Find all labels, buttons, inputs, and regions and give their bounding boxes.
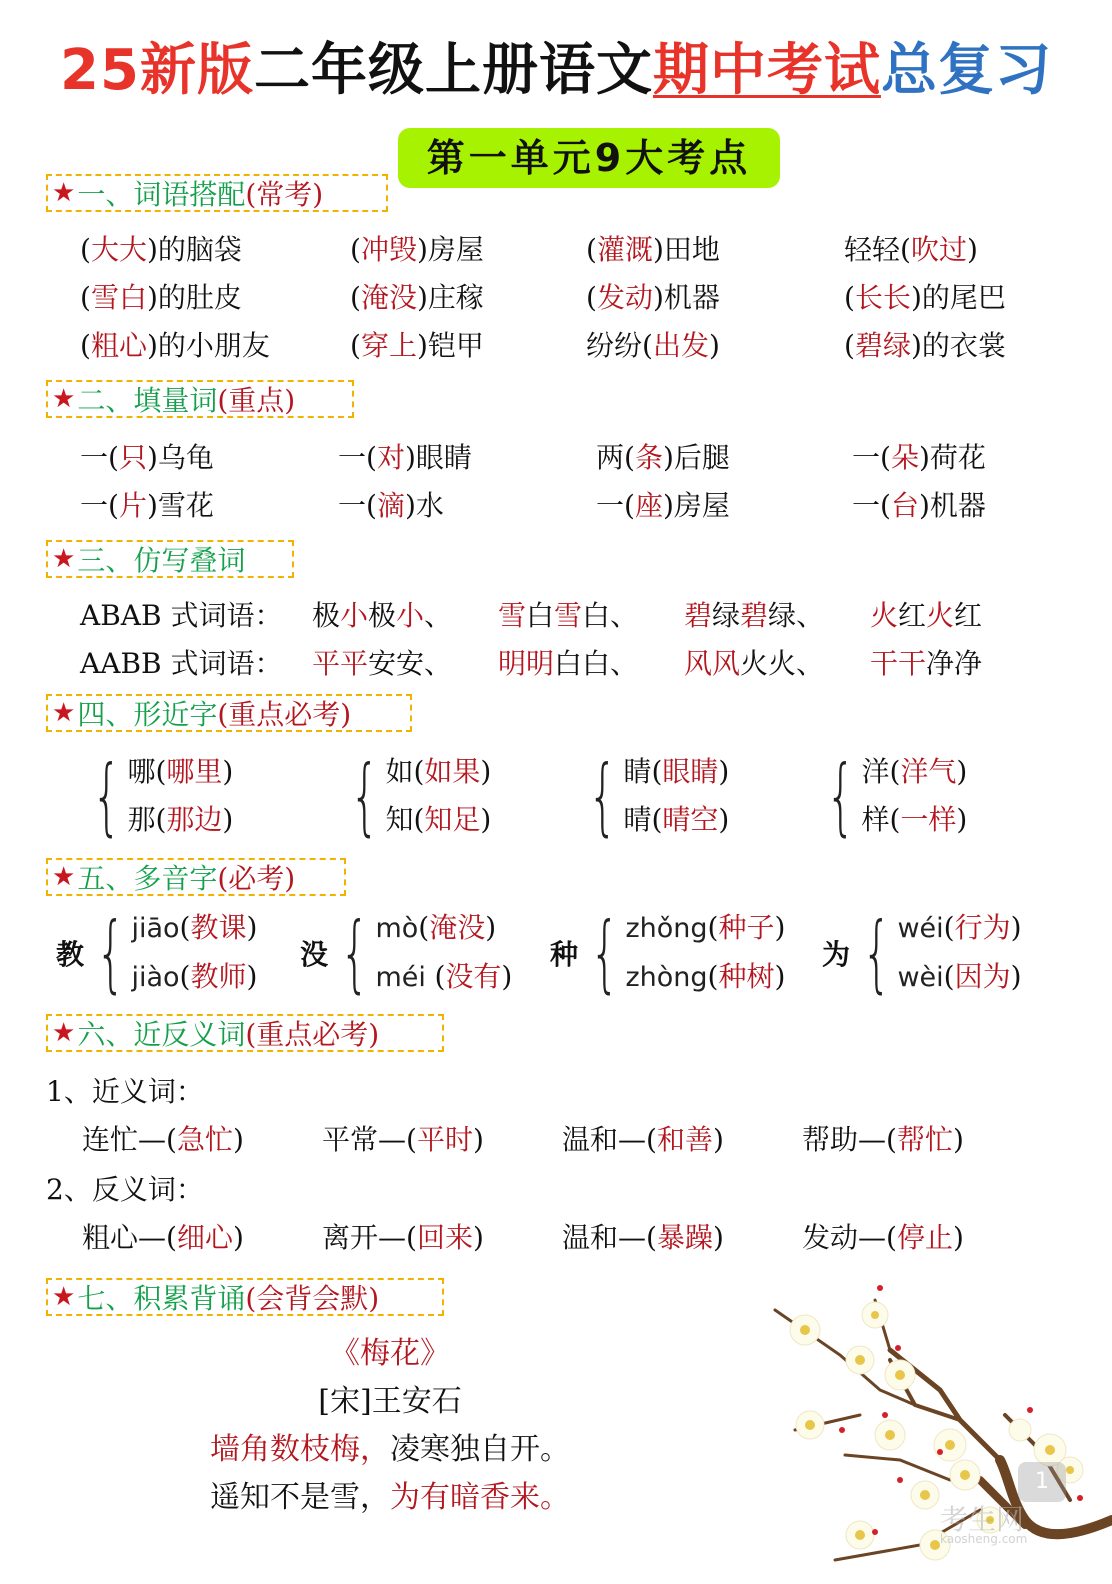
section-label: 四、形近字: [77, 698, 218, 731]
table-row: [80, 322, 1006, 370]
synonym-pair: 帮助—(帮忙): [802, 1123, 964, 1156]
measure-word-item: 一(滴)水: [338, 489, 444, 522]
polyphone-group: 种 { zhǒng(种子) zhòng(种树): [550, 904, 786, 1002]
synonym-pair: 连忙—(急忙): [82, 1123, 244, 1156]
collocation-item: (雪白)的肚皮: [80, 281, 242, 314]
collocation-item: (长长)的尾巴: [844, 281, 1006, 314]
word-item: 雪白雪白、: [498, 599, 639, 632]
antonym-pair: 发动—(停止): [802, 1221, 964, 1254]
abab-row: [80, 592, 982, 640]
antonym-pair: 离开—(回来): [322, 1221, 484, 1254]
section-tag: (重点必考): [217, 698, 352, 731]
measure-word-item: 一(只)乌龟: [80, 441, 214, 474]
poem-line-2: 遥知不是雪，为有暗香来。: [210, 1480, 570, 1515]
measure-word-item: 一(片)雪花: [80, 489, 214, 522]
brace-icon: {: [590, 904, 620, 1002]
star-icon: ★: [52, 1018, 76, 1048]
plum-blossom-illustration: [750, 1270, 1112, 1580]
brace-icon: {: [588, 747, 618, 845]
collocation-item: (发动)机器: [586, 281, 720, 314]
section-label: 二、填量词: [77, 384, 218, 417]
section-heading-4: [46, 694, 412, 732]
page-number-badge: 1: [1018, 1462, 1066, 1502]
antonym-pair: 粗心—(细心): [82, 1221, 244, 1254]
poem: [190, 1330, 590, 1522]
collocation-item: 纷纷(出发): [586, 329, 720, 362]
star-icon: ★: [52, 384, 76, 414]
table-row: [80, 226, 1006, 274]
antonyms-label: 2、反义词：: [46, 1173, 204, 1206]
similar-char-group: { 如(如果) 知(知足): [350, 747, 492, 845]
collocation-item: (冲毁)房屋: [350, 233, 484, 266]
title-grade: 二年级上册语文: [253, 38, 653, 103]
collocation-item: 轻轻(吹过): [844, 233, 978, 266]
polyphone-group: 没 { mò(淹没) méi (没有): [300, 904, 513, 1002]
synonyms-row: [82, 1116, 964, 1164]
word-item: 风风火火、: [684, 647, 825, 680]
star-icon: ★: [52, 178, 76, 208]
brace-icon: {: [340, 904, 370, 1002]
title-edition: 25新版: [60, 38, 254, 103]
section-tag: (重点): [217, 384, 296, 417]
reduplication-list: [80, 592, 982, 688]
collocation-table: [80, 226, 1006, 370]
word-item: 干干净净: [870, 647, 983, 680]
section-label: 三、仿写叠词: [77, 544, 246, 577]
word-item: 平平安安、: [312, 647, 453, 680]
title-review: 总复习: [880, 38, 1052, 103]
star-icon: ★: [52, 862, 76, 892]
row-prefix: AABB 式词语：: [80, 647, 283, 680]
star-icon: ★: [52, 1282, 76, 1312]
poem-title: 《梅花》: [330, 1336, 450, 1371]
similar-char-group: { 哪(哪里) 那(那边): [92, 747, 234, 845]
section-tag: (必考): [217, 862, 296, 895]
page-title: [0, 36, 1112, 106]
brace-icon: {: [350, 747, 380, 845]
title-exam: 期中考试: [652, 38, 881, 103]
measure-word-item: 两(条)后腿: [596, 441, 730, 474]
collocation-item: (穿上)铠甲: [350, 329, 484, 362]
section-heading-6: [46, 1014, 444, 1052]
plum-branch-icon: [750, 1270, 1112, 1580]
section-tag: (常考): [245, 178, 324, 211]
measure-word-item: 一(台)机器: [852, 489, 986, 522]
table-row: [80, 482, 986, 530]
poem-author: [宋]王安石: [318, 1384, 462, 1419]
synonym-pair: 温和—(和善): [562, 1123, 724, 1156]
unit-badge: 第一单元9大考点: [398, 128, 780, 188]
measure-word-item: 一(座)房屋: [596, 489, 730, 522]
word-item: 极小极小、: [312, 599, 453, 632]
aabb-row: [80, 640, 982, 688]
measure-word-table: [80, 434, 986, 530]
section-label: 五、多音字: [77, 862, 218, 895]
measure-word-item: 一(对)眼睛: [338, 441, 472, 474]
section-heading-7: [46, 1278, 444, 1316]
antonym-pair: 温和—(暴躁): [562, 1221, 724, 1254]
word-item: 碧绿碧绿、: [684, 599, 825, 632]
table-row: [80, 274, 1006, 322]
synonym-pair: 平常—(平时): [322, 1123, 484, 1156]
table-row: [80, 434, 986, 482]
section-heading-5: [46, 858, 346, 896]
polyphone-group: 为 { wéi(行为) wèi(因为): [822, 904, 1022, 1002]
polyphone-group: 教 { jiāo(教课) jiào(教师): [56, 904, 258, 1002]
brace-icon: {: [826, 747, 856, 845]
polyphone-list: [56, 904, 1022, 1002]
collocation-item: (淹没)庄稼: [350, 281, 484, 314]
watermark-text: 考生网: [940, 1503, 1025, 1536]
star-icon: ★: [52, 698, 76, 728]
section-label: 七、积累背诵: [77, 1282, 246, 1315]
section-tag: (会背会默): [245, 1282, 380, 1315]
similar-chars-list: [80, 748, 967, 844]
brace-icon: {: [92, 747, 122, 845]
measure-word-item: 一(朵)荷花: [852, 441, 986, 474]
section-heading-1: [46, 174, 388, 212]
poem-line-1: 墙角数枝梅，凌寒独自开。: [210, 1432, 570, 1467]
collocation-item: (大大)的脑袋: [80, 233, 242, 266]
section-label: 六、近反义词: [77, 1018, 246, 1051]
collocation-item: (粗心)的小朋友: [80, 329, 270, 362]
antonyms-row: [82, 1214, 964, 1262]
section-heading-2: [46, 380, 354, 418]
collocation-item: (碧绿)的衣裳: [844, 329, 1006, 362]
word-item: 明明白白、: [498, 647, 639, 680]
brace-icon: {: [96, 904, 126, 1002]
section-tag: (重点必考): [245, 1018, 380, 1051]
star-icon: ★: [52, 544, 76, 574]
similar-char-group: { 洋(洋气) 样(一样): [826, 747, 968, 845]
word-item: 火红火红: [870, 599, 983, 632]
collocation-item: (灌溉)田地: [586, 233, 720, 266]
brace-icon: {: [862, 904, 892, 1002]
section-heading-3: [46, 540, 294, 578]
similar-char-group: { 睛(眼睛) 晴(晴空): [588, 747, 730, 845]
synonyms-label: 1、近义词：: [46, 1075, 204, 1108]
watermark-url: kaosheng.com: [940, 1532, 1028, 1546]
section-label: 一、词语搭配: [77, 178, 246, 211]
row-prefix: ABAB 式词语：: [80, 599, 283, 632]
